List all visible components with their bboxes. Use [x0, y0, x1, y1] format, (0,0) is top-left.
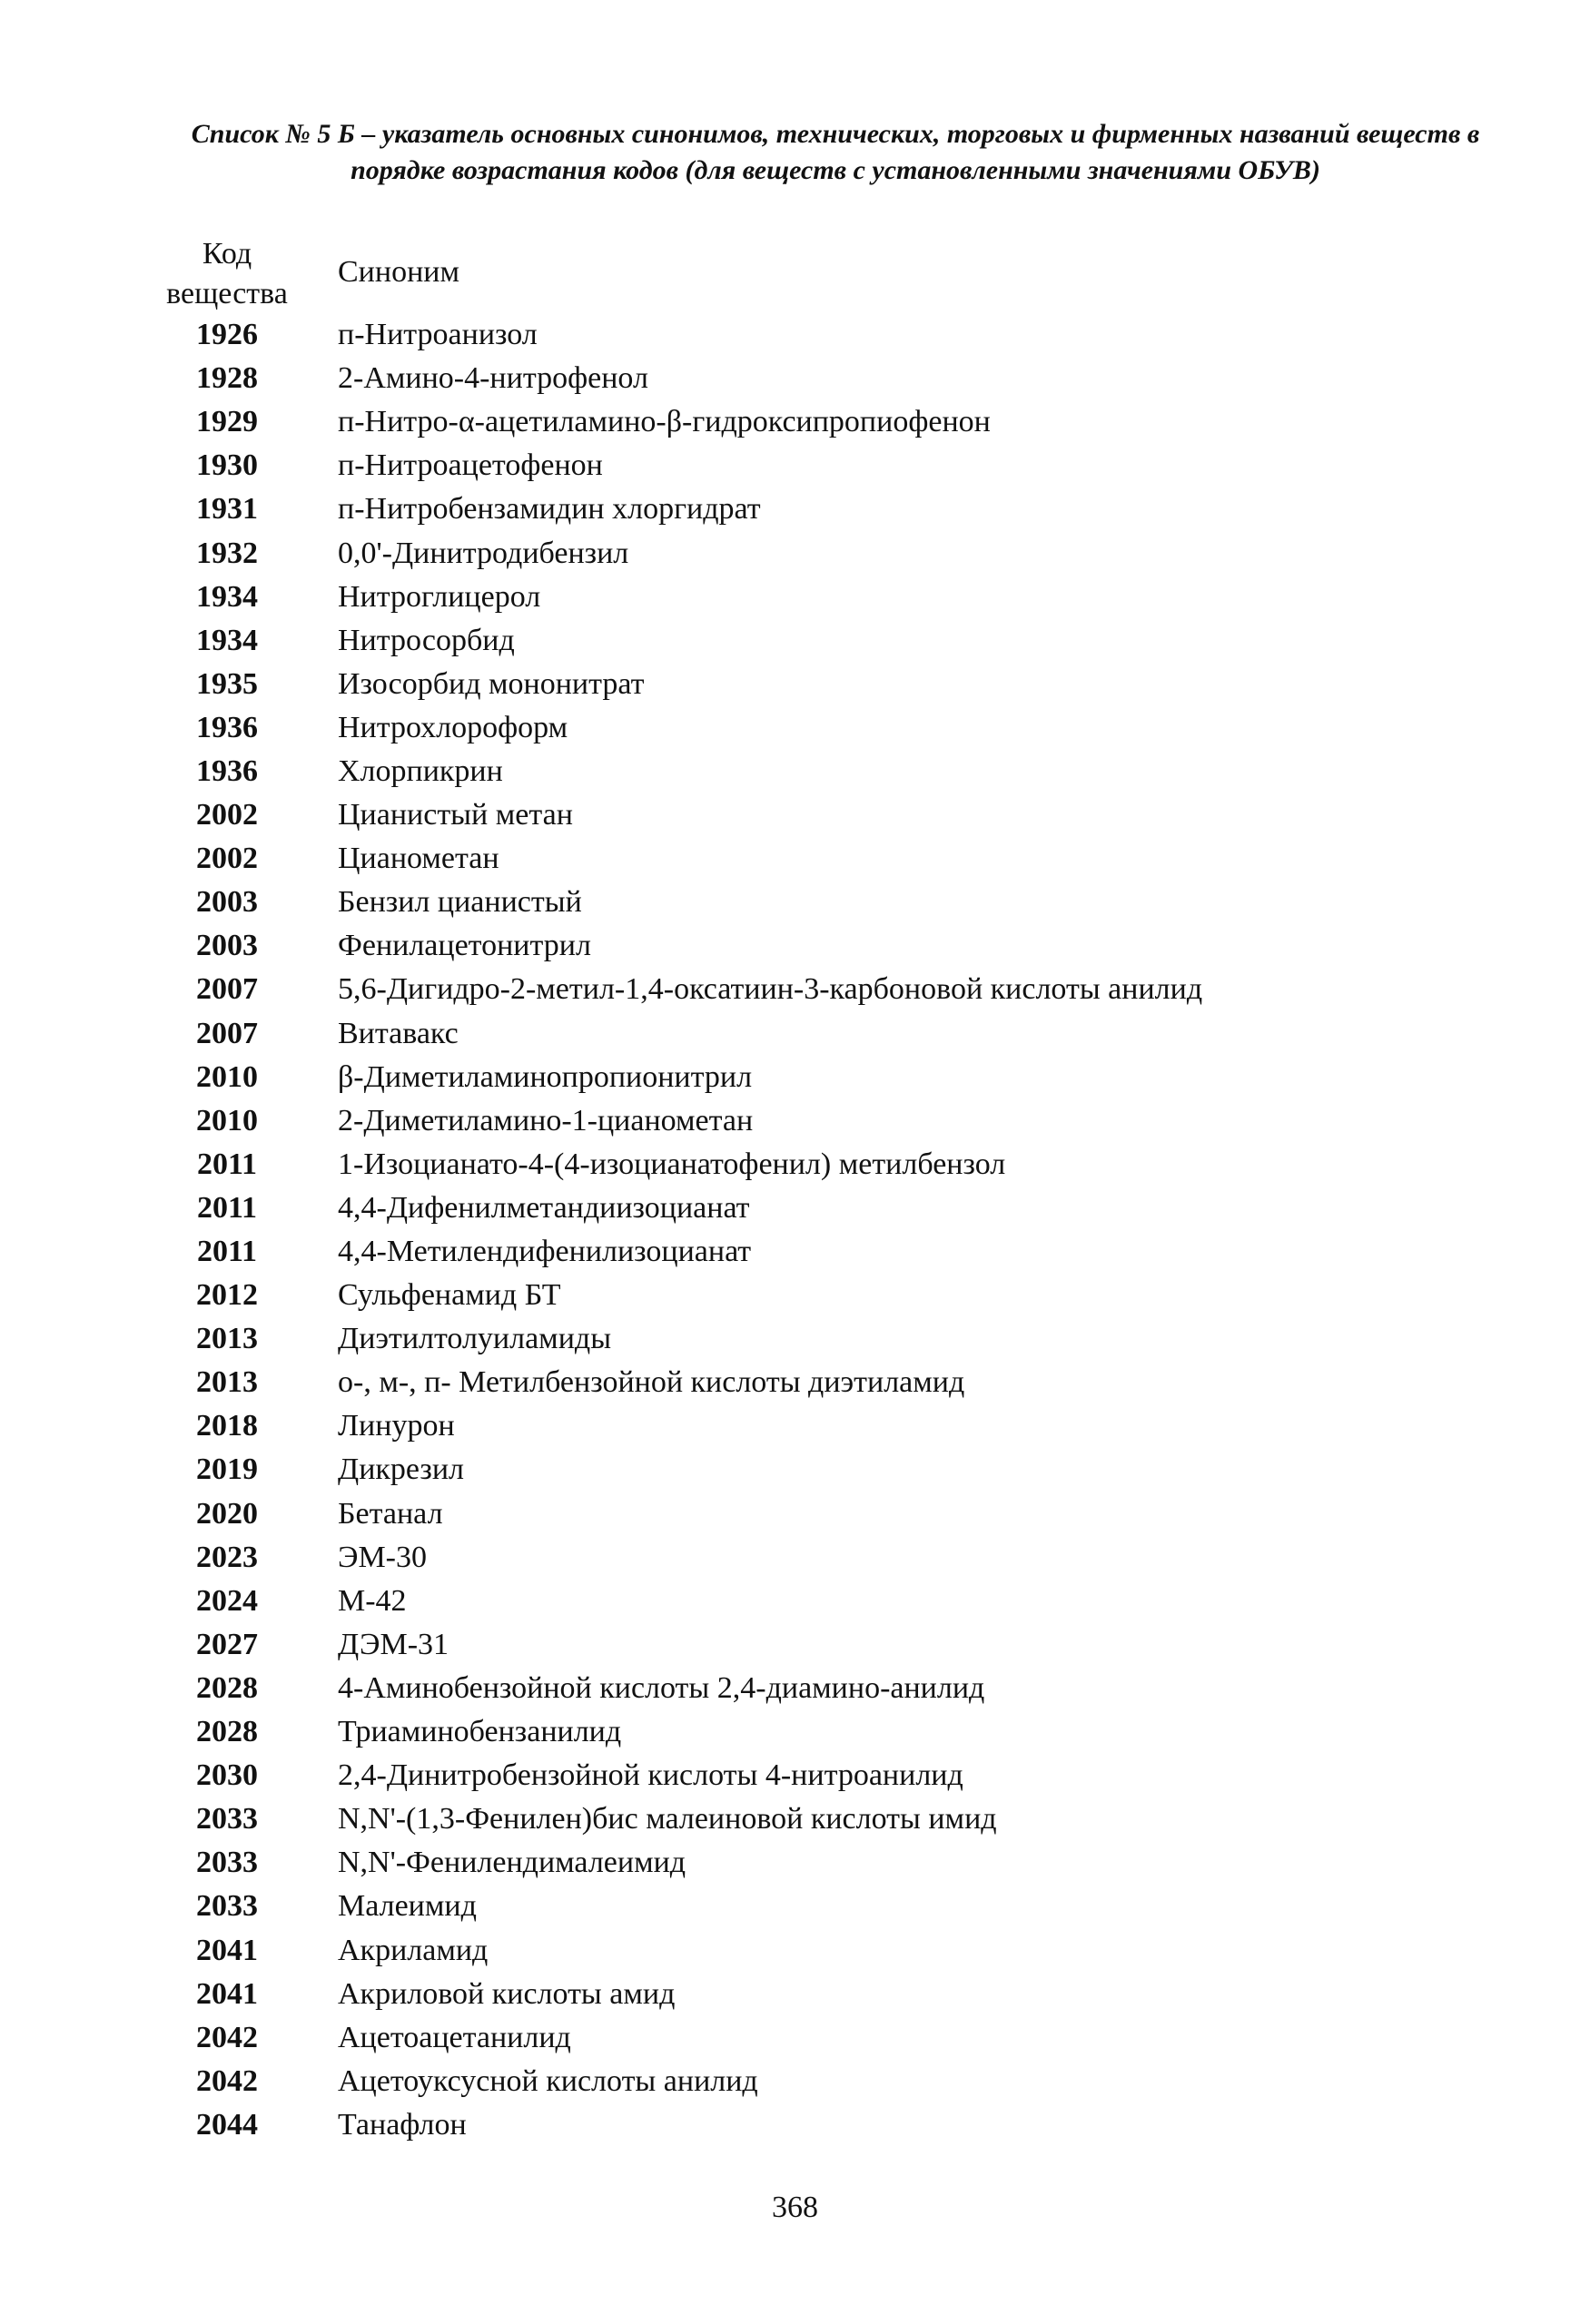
- table-row: [154, 1973, 1471, 2016]
- table-row: [154, 968, 1471, 1011]
- synonym-name: Линурон: [338, 1409, 455, 1443]
- synonym-name: п-Нитроацетофенон: [338, 448, 603, 483]
- synonym-name: 2-Диметиламино-1-цианометан: [338, 1103, 754, 1137]
- synonym-name: Нитроглицерол: [338, 579, 541, 614]
- code-header-line-1: Код: [202, 237, 252, 271]
- synonym-name: Триаминобензанилид: [338, 1715, 622, 1749]
- table-row: [154, 1928, 1471, 1972]
- synonym-name: Нитросорбид: [338, 623, 515, 657]
- synonym-name: Сульфенамид БТ: [338, 1278, 561, 1313]
- synonym-name: Бетанал: [338, 1496, 443, 1531]
- table-row: [154, 1885, 1471, 1928]
- table-row: [154, 706, 1471, 750]
- substance-code: 1931: [196, 492, 258, 527]
- synonym-name: Дикрезил: [338, 1452, 465, 1487]
- synonym-name: 4-Аминобензойной кислоты 2,4-диамино-анилид: [338, 1670, 985, 1705]
- table-row: [154, 663, 1471, 706]
- substance-code: 2033: [196, 1846, 258, 1880]
- table-row: [154, 400, 1471, 444]
- synonym-name: Цианистый метан: [338, 798, 573, 832]
- substance-code: 2019: [196, 1452, 258, 1487]
- substance-code: 2013: [196, 1322, 258, 1356]
- table-row: [154, 357, 1471, 400]
- synonym-name: Бензил цианистый: [338, 885, 582, 920]
- page-title: [136, 116, 1535, 189]
- substance-code: 2010: [196, 1059, 258, 1094]
- substance-code: 1936: [196, 753, 258, 788]
- code-column-header: [154, 234, 300, 314]
- synonym-name: М-42: [338, 1583, 407, 1618]
- substance-code: 1930: [196, 448, 258, 483]
- synonym-name: о-, м-, п- Метилбензойной кислоты диэтиламид: [338, 1365, 965, 1400]
- synonym-name: п-Нитро-α-ацетиламино-β-гидроксипропиофенон: [338, 405, 991, 439]
- substance-code: 2002: [196, 842, 258, 876]
- synonym-column-header: Синоним: [338, 255, 459, 289]
- synonym-name: β-Диметиламинопропионитрил: [338, 1059, 753, 1094]
- substance-code: 1926: [196, 318, 258, 352]
- table-row: [154, 1361, 1471, 1404]
- table-row: [154, 1143, 1471, 1187]
- synonym-name: Ацетоуксусной кислоты анилид: [338, 2063, 758, 2098]
- synonym-name: ДЭМ-31: [338, 1627, 449, 1661]
- table-row: [154, 1667, 1471, 1710]
- table-row: [154, 576, 1471, 619]
- synonym-name: Изосорбид мононитрат: [338, 666, 645, 701]
- table-row: [154, 444, 1471, 487]
- substance-code: 2044: [196, 2107, 258, 2142]
- code-header-line-2: вещества: [166, 277, 288, 310]
- table-row: [154, 1754, 1471, 1797]
- substance-code: 2002: [196, 798, 258, 832]
- substance-code: 2028: [196, 1670, 258, 1705]
- page-number: 368: [772, 2191, 818, 2224]
- substance-code: 2011: [196, 1235, 258, 1269]
- table-row: [154, 924, 1471, 968]
- table-header: [154, 234, 1426, 316]
- substance-code: 1934: [196, 623, 258, 657]
- substance-code: 2013: [196, 1365, 258, 1400]
- substance-code: 2033: [196, 1889, 258, 1924]
- table-row: [154, 1797, 1471, 1841]
- synonym-name: Малеимид: [338, 1889, 477, 1924]
- substance-code: 2003: [196, 885, 258, 920]
- table-row: [154, 1710, 1471, 1754]
- table-row: [154, 2016, 1471, 2060]
- synonym-name: Акриламид: [338, 1933, 489, 1967]
- substance-code: 1932: [196, 536, 258, 570]
- substance-code: 2011: [196, 1147, 258, 1181]
- substance-code: 2033: [196, 1802, 258, 1837]
- synonym-name: Диэтилтолуиламиды: [338, 1322, 612, 1356]
- table-row: [154, 2060, 1471, 2103]
- synonym-name: ЭМ-30: [338, 1540, 427, 1574]
- substance-code: 1928: [196, 361, 258, 396]
- table-row: [154, 750, 1471, 793]
- table-row: [154, 1536, 1471, 1580]
- substance-code: 2030: [196, 1758, 258, 1793]
- table-row: [154, 531, 1471, 575]
- synonym-name: 4,4-Метилендифенилизоцианат: [338, 1235, 752, 1269]
- page-title-line-1: Список № 5 Б – указатель основных синонимов, технических, торговых и фирменных названий веществ в: [191, 119, 1480, 149]
- substance-code: 1929: [196, 405, 258, 439]
- table-row: [154, 1012, 1471, 1056]
- table-row: [154, 881, 1471, 924]
- substance-code: 2007: [196, 1016, 258, 1050]
- synonym-name: 1-Изоцианато-4-(4-изоцианатофенил) метилбензол: [338, 1147, 1006, 1181]
- substance-code: 2028: [196, 1715, 258, 1749]
- table-row: [154, 1841, 1471, 1885]
- table-row: [154, 1187, 1471, 1230]
- substance-code: 2012: [196, 1278, 258, 1313]
- synonym-name: 2,4-Динитробензойной кислоты 4-нитроанилид: [338, 1758, 963, 1793]
- substance-code: 2020: [196, 1496, 258, 1531]
- substance-code: 2041: [196, 1933, 258, 1967]
- synonym-table: [154, 313, 1471, 2147]
- table-row: [154, 1404, 1471, 1448]
- table-row: [154, 487, 1471, 531]
- table-row: [154, 1623, 1471, 1667]
- synonym-name: 2-Амино-4-нитрофенол: [338, 361, 648, 396]
- table-row: [154, 2103, 1471, 2147]
- substance-code: 2024: [196, 1583, 258, 1618]
- synonym-name: 4,4-Дифенилметандиизоцианат: [338, 1190, 750, 1225]
- substance-code: 2023: [196, 1540, 258, 1574]
- substance-code: 2041: [196, 1976, 258, 2011]
- substance-code: 2011: [196, 1190, 258, 1225]
- substance-code: 2042: [196, 2063, 258, 2098]
- table-row: [154, 313, 1471, 357]
- substance-code: 2003: [196, 929, 258, 963]
- substance-code: 1934: [196, 579, 258, 614]
- synonym-name: Витавакс: [338, 1016, 459, 1050]
- page-title-line-2: порядке возрастания кодов (для веществ с установленными значениями ОБУВ): [351, 155, 1320, 185]
- synonym-name: Цианометан: [338, 842, 499, 876]
- table-row: [154, 793, 1471, 837]
- table-row: [154, 1317, 1471, 1361]
- synonym-name: п-Нитроанизол: [338, 318, 538, 352]
- synonym-name: п-Нитробензамидин хлоргидрат: [338, 492, 761, 527]
- synonym-name: N,N'-(1,3-Фенилен)бис малеиновой кислоты имид: [338, 1802, 997, 1837]
- substance-code: 1935: [196, 666, 258, 701]
- synonym-name: 5,6-Дигидро-2-метил-1,4-оксатиин-3-карбоновой кислоты анилид: [338, 972, 1203, 1007]
- synonym-name: N,N'-Фенилендималеимид: [338, 1846, 686, 1880]
- table-row: [154, 1099, 1471, 1143]
- substance-code: 1936: [196, 710, 258, 744]
- substance-code: 2007: [196, 972, 258, 1007]
- substance-code: 2018: [196, 1409, 258, 1443]
- synonym-name: Хлорпикрин: [338, 753, 503, 788]
- table-row: [154, 1274, 1471, 1317]
- synonym-name: Нитрохлороформ: [338, 710, 568, 744]
- table-row: [154, 1448, 1471, 1492]
- table-row: [154, 1230, 1471, 1274]
- synonym-name: Фенилацетонитрил: [338, 929, 591, 963]
- synonym-name: Танафлон: [338, 2107, 467, 2142]
- synonym-name: Акриловой кислоты амид: [338, 1976, 676, 2011]
- substance-code: 2010: [196, 1103, 258, 1137]
- table-row: [154, 619, 1471, 663]
- table-row: [154, 1056, 1471, 1099]
- synonym-name: Ацетоацетанилид: [338, 2020, 571, 2054]
- table-row: [154, 1492, 1471, 1536]
- substance-code: 2042: [196, 2020, 258, 2054]
- table-row: [154, 837, 1471, 881]
- substance-code: 2027: [196, 1627, 258, 1661]
- table-row: [154, 1580, 1471, 1623]
- synonym-name: 0,0'-Динитродибензил: [338, 536, 629, 570]
